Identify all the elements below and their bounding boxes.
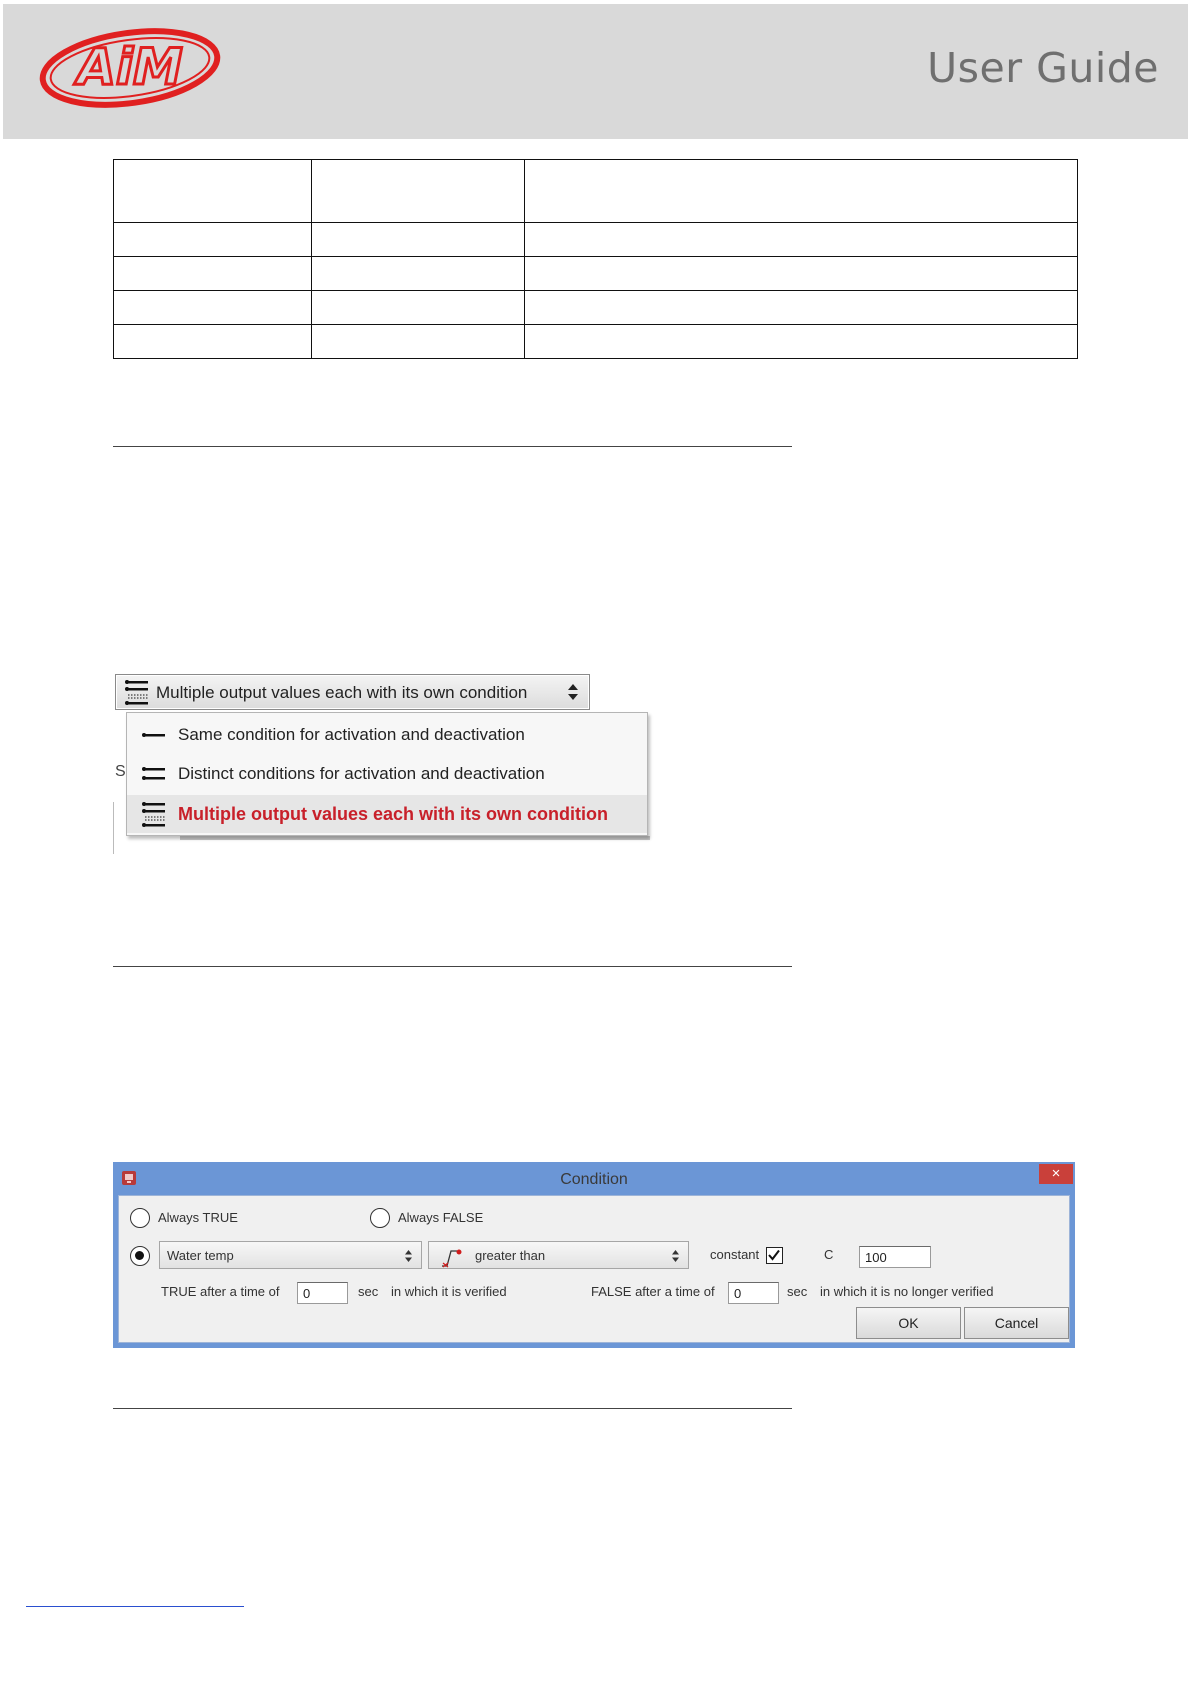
condition-dialog: [113, 1162, 1075, 1348]
false-suffix-label: in which it is no longer verified: [820, 1284, 994, 1299]
false-sec-label: sec: [787, 1284, 808, 1299]
operator-select[interactable]: [428, 1241, 689, 1269]
dropdown-option[interactable]: [127, 755, 647, 793]
true-suffix-label: in which it is verified: [391, 1284, 507, 1299]
channel-value: Water temp: [167, 1248, 234, 1263]
custom-condition-radio[interactable]: [130, 1246, 150, 1266]
table-cell: [312, 291, 525, 325]
always-false-label: Always FALSE: [398, 1210, 484, 1225]
double-line-icon: [141, 764, 167, 789]
dropdown-menu: [126, 712, 648, 836]
updown-arrow-icon: [404, 1249, 413, 1268]
true-sec-label: sec: [358, 1284, 379, 1299]
false-time-input[interactable]: 0: [728, 1282, 779, 1304]
table-cell: [114, 223, 312, 257]
threshold-input[interactable]: 100: [859, 1246, 931, 1268]
unit-label: C: [824, 1247, 834, 1262]
table-cell: [525, 223, 1078, 257]
screenshot-edge: [113, 802, 114, 854]
table-cell: [312, 223, 525, 257]
output-mode-select[interactable]: [115, 674, 590, 710]
table-cell: [525, 291, 1078, 325]
updown-arrow-icon: [671, 1249, 680, 1268]
dialog-body: [118, 1195, 1070, 1343]
table-row: [114, 257, 1078, 291]
table-row: [114, 291, 1078, 325]
multi-line-icon: [141, 801, 167, 834]
option-label: Multiple output values each with its own condition: [178, 804, 609, 824]
table-cell: [312, 160, 525, 223]
true-after-label: TRUE after a time of: [161, 1284, 280, 1299]
constant-label: constant: [710, 1247, 760, 1262]
table-cell: [114, 257, 312, 291]
always-false-radio[interactable]: [370, 1208, 390, 1228]
updown-arrow-icon: [567, 683, 579, 706]
table-cell: [312, 325, 525, 359]
table-cell: [525, 160, 1078, 223]
section-rule: [113, 966, 792, 967]
option-label: Distinct conditions for activation and deactivation: [178, 764, 545, 783]
dropdown-option-selected[interactable]: [127, 795, 647, 833]
table-row: [114, 223, 1078, 257]
underlying-panel-edge: [180, 836, 650, 840]
operator-value: greater than: [475, 1248, 546, 1263]
table-header-row: [114, 160, 1078, 223]
partial-label: S: [115, 763, 126, 780]
false-after-label: FALSE after a time of: [591, 1284, 715, 1299]
close-button[interactable]: ×: [1039, 1164, 1073, 1184]
multi-line-icon: [124, 679, 150, 712]
page-title: User Guide: [927, 44, 1159, 92]
always-true-label: Always TRUE: [158, 1210, 238, 1225]
section-rule: [113, 1408, 792, 1409]
cancel-button[interactable]: Cancel: [964, 1307, 1069, 1339]
check-icon: [767, 1248, 781, 1262]
single-line-icon: [141, 725, 167, 750]
table-cell: [525, 325, 1078, 359]
table-cell: [114, 291, 312, 325]
option-label: Same condition for activation and deactivation: [178, 725, 525, 744]
dialog-title: Condition: [560, 1171, 628, 1188]
table-cell: [525, 257, 1078, 291]
rising-edge-icon: [439, 1246, 465, 1273]
constant-checkbox[interactable]: [766, 1247, 783, 1264]
select-value: Multiple output values each with its own condition: [156, 683, 528, 702]
ok-button[interactable]: OK: [856, 1307, 961, 1339]
true-time-input[interactable]: 0: [297, 1282, 348, 1304]
table-row: [114, 325, 1078, 359]
aim-logo: [38, 24, 223, 115]
always-true-radio[interactable]: [130, 1208, 150, 1228]
table-cell: [114, 160, 312, 223]
svg-text:AiM: AiM: [77, 38, 183, 96]
footer-link[interactable]: [26, 1606, 244, 1607]
channel-select[interactable]: [159, 1241, 422, 1269]
table-cell: [312, 257, 525, 291]
dropdown-option[interactable]: [127, 716, 647, 754]
table-cell: [114, 325, 312, 359]
section-rule: [113, 446, 792, 447]
data-table: [113, 159, 1078, 359]
